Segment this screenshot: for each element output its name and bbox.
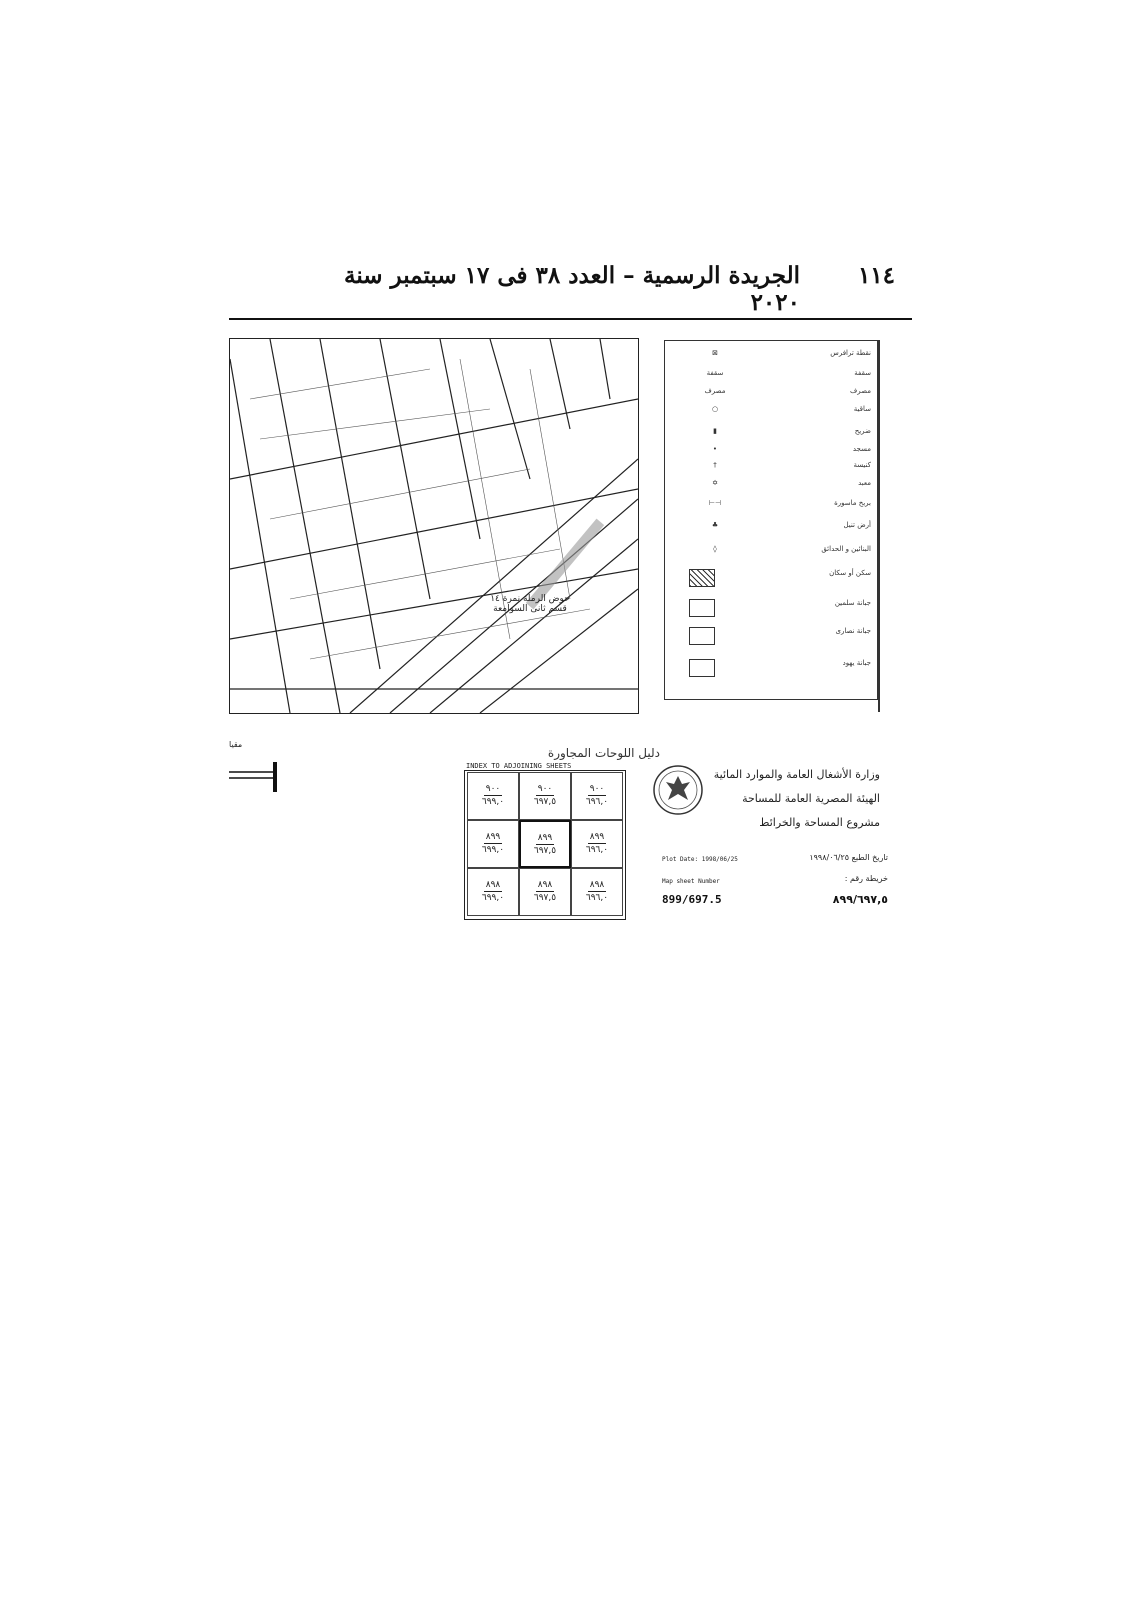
legend-item (665, 479, 877, 497)
egypt-eagle-emblem-icon (652, 764, 704, 816)
page-number: ١١٤ (857, 262, 895, 289)
legend-item (665, 349, 877, 367)
legend-item (665, 461, 877, 479)
sheet-cell-bottom: ٦٩٧,٥ (533, 797, 557, 807)
header-divider (229, 318, 912, 320)
legend-symbol-icon: ⊠ (712, 349, 718, 357)
legend-symbol-icon: ○ (711, 405, 719, 413)
map-legend (664, 340, 878, 700)
sheet-cell-top: ٨٩٩ (589, 832, 605, 842)
cadastral-map (229, 338, 639, 714)
index-title-english: INDEX TO ADJOINING SHEETS (466, 762, 572, 770)
legend-symbol-icon: • (712, 445, 718, 453)
adjoining-sheet-cell (467, 772, 519, 820)
adjoining-sheet-cell (519, 820, 571, 868)
sheet-cell-bottom: ٦٩٧,٥ (533, 893, 557, 903)
page-header-title: الجريدة الرسمية – العدد ٣٨ فى ١٧ سبتمبر سنة ٢٠٢٠ (344, 262, 800, 316)
sheet-cell-top: ٨٩٨ (485, 880, 501, 890)
sheet-cell-bottom: ٦٩٦,٠ (585, 893, 609, 903)
adjoining-sheet-cell (467, 868, 519, 916)
adjoining-sheet-cell (571, 772, 623, 820)
legend-item-label: مصرف (850, 387, 871, 395)
plot-date-arabic: تاريخ الطبع ١٩٩٨/٠٦/٢٥ (809, 853, 888, 862)
legend-item-label: سقفة (854, 369, 871, 377)
adjoining-sheet-cell (519, 772, 571, 820)
sheet-cell-bottom: ٦٩٦,٠ (585, 797, 609, 807)
legend-item (665, 405, 877, 423)
legend-item (665, 659, 877, 677)
legend-symbol-icon: ♣ (711, 521, 719, 529)
legend-item (665, 545, 877, 563)
legend-item-label: كنيسة (853, 461, 871, 469)
legend-symbol-icon: † (713, 461, 717, 469)
legend-item-label: مسجد (852, 445, 871, 453)
sheet-cell-top: ٩٠٠ (589, 784, 605, 794)
sheet-border (878, 340, 880, 712)
basin-label (480, 594, 580, 614)
legend-symbol-icon: ✡ (712, 479, 718, 487)
legend-item-label: جبانة نصارى (835, 627, 871, 635)
survey-authority-name: الهيئة المصرية العامة للمساحة (742, 792, 880, 805)
legend-item-label: نقطة ترافرس (830, 349, 871, 357)
basin-label-line1: حوض الرملة نمرة ١٤ (490, 594, 570, 604)
legend-item-label: سكن أو سكان (829, 569, 871, 577)
sheet-cell-top: ٨٩٨ (537, 880, 553, 890)
legend-item (665, 521, 877, 539)
index-title-arabic: دليل اللوحات المجاورة (547, 746, 660, 760)
legend-item (665, 569, 877, 587)
legend-item (665, 387, 877, 405)
sheet-label-arabic: خريطة رقم : (844, 874, 888, 883)
sheet-cell-bottom: ٦٩٧,٥ (533, 846, 557, 856)
legend-item-label: أرض تنيل (843, 521, 871, 529)
legend-item-label: جبانة يهود (842, 659, 871, 667)
sheet-cell-bottom: ٦٩٩,٠ (481, 845, 505, 855)
legend-item-label: ساقية (853, 405, 871, 413)
sheet-cell-top: ٨٩٩ (537, 833, 553, 843)
legend-item (665, 369, 877, 387)
adjoining-sheets-grid (464, 770, 626, 920)
basin-label-line2: قسم ثانى السوامعة (493, 604, 567, 614)
sheet-cell-top: ٩٠٠ (537, 784, 553, 794)
plot-date-english: Plot Date: 1998/06/25 (662, 856, 738, 863)
adjoining-sheet-cell (467, 820, 519, 868)
sheet-cell-bottom: ٦٩٩,٠ (481, 893, 505, 903)
legend-symbol-icon: ⊢⊣ (708, 499, 722, 507)
legend-symbol-box-corner-icon (689, 659, 715, 677)
map-drawing (230, 339, 638, 713)
legend-symbol-icon: مصرف (704, 387, 726, 395)
adjoining-sheet-cell (519, 868, 571, 916)
legend-item-label: البنائين و الحدائق (821, 545, 871, 553)
legend-symbol-icon: ▮ (713, 427, 717, 435)
sheet-label-english: Map sheet Number (662, 878, 720, 885)
sheet-cell-top: ٨٩٨ (589, 880, 605, 890)
legend-symbol-box-dash-icon (689, 599, 715, 617)
scale-bar-icon (229, 760, 289, 800)
sheet-cell-top: ٩٠٠ (485, 784, 501, 794)
project-name: مشروع المساحة والخرائط (759, 816, 880, 829)
legend-item (665, 427, 877, 445)
adjoining-sheet-cell (571, 868, 623, 916)
legend-symbol-box-plus-icon (689, 627, 715, 645)
legend-item-label: جبانة سلمين (834, 599, 871, 607)
sheet-cell-top: ٨٩٩ (485, 832, 501, 842)
legend-item (665, 627, 877, 645)
legend-item (665, 499, 877, 517)
sheet-cell-bottom: ٦٩٦,٠ (585, 845, 609, 855)
sheet-number-arabic: ٨٩٩/٦٩٧,٥ (832, 893, 888, 906)
legend-item-label: معبد (858, 479, 871, 487)
scale-label: مقيا (229, 740, 243, 749)
legend-item (665, 599, 877, 617)
sheet-cell-bottom: ٦٩٩,٠ (481, 797, 505, 807)
legend-symbol-icon: سقفة (706, 369, 724, 377)
legend-item-label: ضريح (854, 427, 871, 435)
ministry-name: وزارة الأشغال العامة والموارد المائية (713, 768, 880, 781)
adjoining-sheet-cell (571, 820, 623, 868)
sheet-number-english: 899/697.5 (662, 893, 722, 906)
legend-symbol-hatch-icon (689, 569, 715, 587)
legend-item-label: بربخ ماسورة (834, 499, 871, 507)
legend-symbol-icon: ◊ (713, 545, 717, 553)
